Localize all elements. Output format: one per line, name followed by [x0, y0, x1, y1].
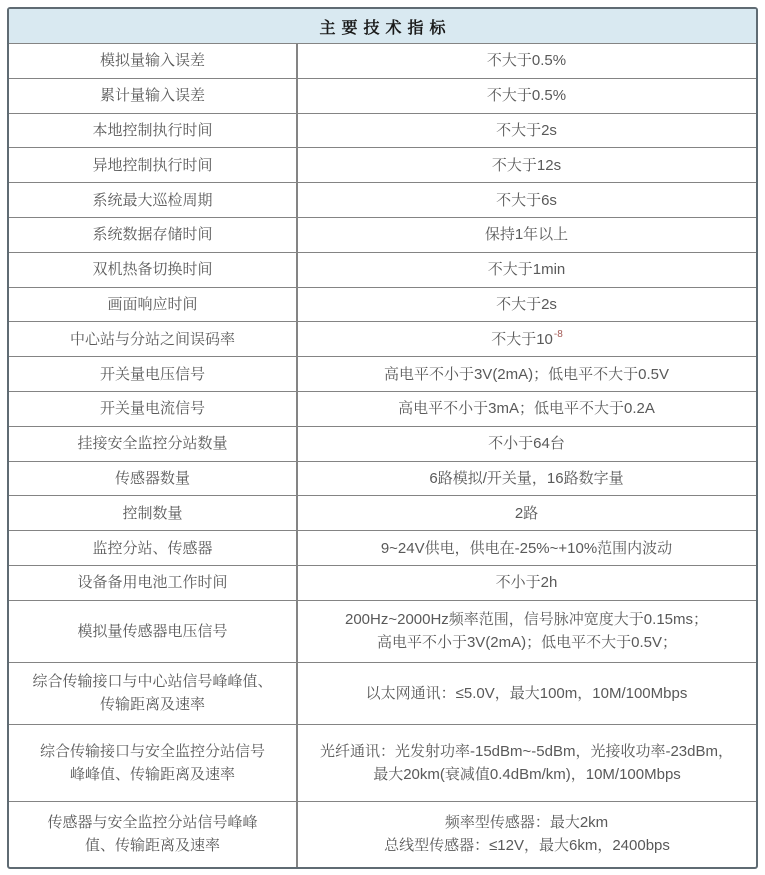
spec-name-cell — [9, 253, 296, 287]
spec-value-line: 不大于0.5% — [486, 52, 567, 70]
table-row — [9, 252, 756, 287]
table-row — [9, 565, 756, 600]
spec-name-cell — [9, 79, 296, 113]
spec-value-line: 高电平不小于3mA；低电平不大于0.2A — [398, 400, 655, 418]
table-row — [9, 662, 756, 724]
spec-value-line: 6路模拟/开关量，16路数字量 — [429, 469, 624, 487]
spec-value-line: 总线型传感器：≤12V，最大6km，2400bps — [384, 837, 670, 855]
spec-value-line: 不大于0.5% — [486, 87, 567, 105]
spec-value-cell — [296, 496, 756, 530]
spec-value-cell — [296, 663, 756, 724]
spec-name-cell — [9, 725, 296, 801]
spec-name-line: 累计量输入误差 — [99, 87, 205, 105]
spec-value-line: 光纤通讯：光发射功率-15dBm~-5dBm，光接收功率-23dBm， — [320, 742, 733, 760]
spec-name-line: 传输距离及速率 — [99, 696, 205, 714]
spec-value-line: 不大于2s — [496, 295, 557, 313]
spec-value-cell — [296, 357, 756, 391]
spec-name-line: 综合传输接口与安全监控分站信号 — [39, 742, 265, 760]
spec-name-line: 中心站与分站之间误码率 — [69, 330, 235, 348]
spec-name-cell — [9, 322, 296, 356]
spec-value-line: 不小于2h — [495, 574, 558, 592]
spec-name-cell — [9, 183, 296, 217]
spec-value-line: 不大于10 — [491, 330, 553, 348]
spec-name-line: 本地控制执行时间 — [92, 121, 213, 139]
spec-name-line: 模拟量传感器电压信号 — [77, 622, 228, 640]
spec-name-line: 峰峰值、传输距离及速率 — [69, 765, 235, 783]
spec-name-line: 开关量电流信号 — [99, 400, 205, 418]
spec-value-cell — [296, 114, 756, 148]
spec-name-line: 传感器数量 — [114, 469, 190, 487]
spec-name-line: 模拟量输入误差 — [99, 52, 205, 70]
spec-value-line: 高电平不小于3V(2mA)；低电平不大于0.5V； — [376, 634, 678, 652]
spec-value-line: 高电平不小于3V(2mA)；低电平不大于0.5V — [383, 365, 670, 383]
spec-name-cell — [9, 462, 296, 496]
table-row — [9, 147, 756, 182]
spec-name-cell — [9, 218, 296, 252]
spec-name-line: 传感器与安全监控分站信号峰峰 — [47, 814, 258, 832]
table-row — [9, 530, 756, 565]
spec-value-cell — [296, 462, 756, 496]
spec-value-cell — [296, 218, 756, 252]
spec-value-line: 不大于1min — [487, 261, 566, 279]
spec-value-line: 不大于12s — [491, 156, 562, 174]
spec-value-line: 保持1年以上 — [484, 226, 569, 244]
spec-name-cell — [9, 601, 296, 662]
table-row — [9, 801, 756, 867]
spec-value-cell — [296, 183, 756, 217]
table-row — [9, 43, 756, 78]
spec-value-cell — [296, 725, 756, 801]
spec-name-cell — [9, 566, 296, 600]
spec-name-cell — [9, 496, 296, 530]
spec-name-line: 值、传输距离及速率 — [84, 837, 220, 855]
spec-value-line: 最大20km(衰减值0.4dBm/km)，10M/100Mbps — [373, 765, 681, 783]
spec-name-line: 开关量电压信号 — [99, 365, 205, 383]
spec-value-line: 2路 — [514, 504, 539, 522]
spec-value-cell — [296, 79, 756, 113]
spec-name-line: 画面响应时间 — [107, 295, 198, 313]
spec-value-line: 以太网通讯：≤5.0V，最大100m，10M/100Mbps — [365, 684, 688, 702]
table-row — [9, 182, 756, 217]
table-row — [9, 217, 756, 252]
spec-value-line: 不大于6s — [496, 191, 557, 209]
table-row — [9, 461, 756, 496]
spec-value-cell — [296, 802, 756, 867]
table-row — [9, 600, 756, 662]
spec-value-cell — [296, 392, 756, 426]
table-row — [9, 321, 756, 356]
spec-name-line: 系统数据存储时间 — [92, 226, 213, 244]
spec-name-line: 监控分站、传感器 — [92, 539, 213, 557]
table-row — [9, 356, 756, 391]
table-row — [9, 78, 756, 113]
spec-value-cell — [296, 566, 756, 600]
spec-value-cell — [296, 288, 756, 322]
spec-value-line: 200Hz~2000Hz频率范围，信号脉冲宽度大于0.15ms； — [344, 611, 708, 629]
spec-value-cell — [296, 148, 756, 182]
spec-name-line: 异地控制执行时间 — [92, 156, 213, 174]
table-header — [9, 9, 756, 43]
spec-name-cell — [9, 802, 296, 867]
superscript: -8 — [553, 328, 563, 340]
spec-name-cell — [9, 114, 296, 148]
table-row — [9, 426, 756, 461]
spec-name-cell — [9, 288, 296, 322]
spec-name-line: 双机热备切换时间 — [92, 261, 213, 279]
spec-table — [7, 7, 758, 869]
spec-name-cell — [9, 148, 296, 182]
spec-value-cell — [296, 44, 756, 78]
spec-value-line: 不小于64台 — [488, 435, 565, 453]
spec-name-cell — [9, 357, 296, 391]
spec-name-line: 控制数量 — [122, 504, 183, 522]
table-row — [9, 287, 756, 322]
spec-value-cell — [296, 531, 756, 565]
spec-value-cell — [296, 253, 756, 287]
table-row — [9, 391, 756, 426]
spec-name-line: 系统最大巡检周期 — [92, 191, 213, 209]
spec-name-cell — [9, 427, 296, 461]
spec-name-line: 综合传输接口与中心站信号峰峰值、 — [32, 673, 273, 691]
table-title: 主要技术指标 — [319, 19, 452, 37]
spec-value-cell — [296, 322, 756, 356]
spec-name-line: 设备备用电池工作时间 — [77, 574, 228, 592]
spec-value-line: 9~24V供电，供电在-25%~+10%范围内波动 — [380, 539, 673, 557]
spec-name-cell — [9, 531, 296, 565]
table-row — [9, 113, 756, 148]
table-row — [9, 495, 756, 530]
spec-value-line: 频率型传感器：最大2km — [444, 814, 609, 832]
table-row — [9, 724, 756, 801]
spec-name-cell — [9, 663, 296, 724]
spec-value-cell — [296, 601, 756, 662]
spec-value-line: 不大于2s — [496, 121, 557, 139]
spec-name-cell — [9, 44, 296, 78]
spec-value-cell — [296, 427, 756, 461]
spec-name-line: 挂接安全监控分站数量 — [77, 435, 228, 453]
spec-name-cell — [9, 392, 296, 426]
